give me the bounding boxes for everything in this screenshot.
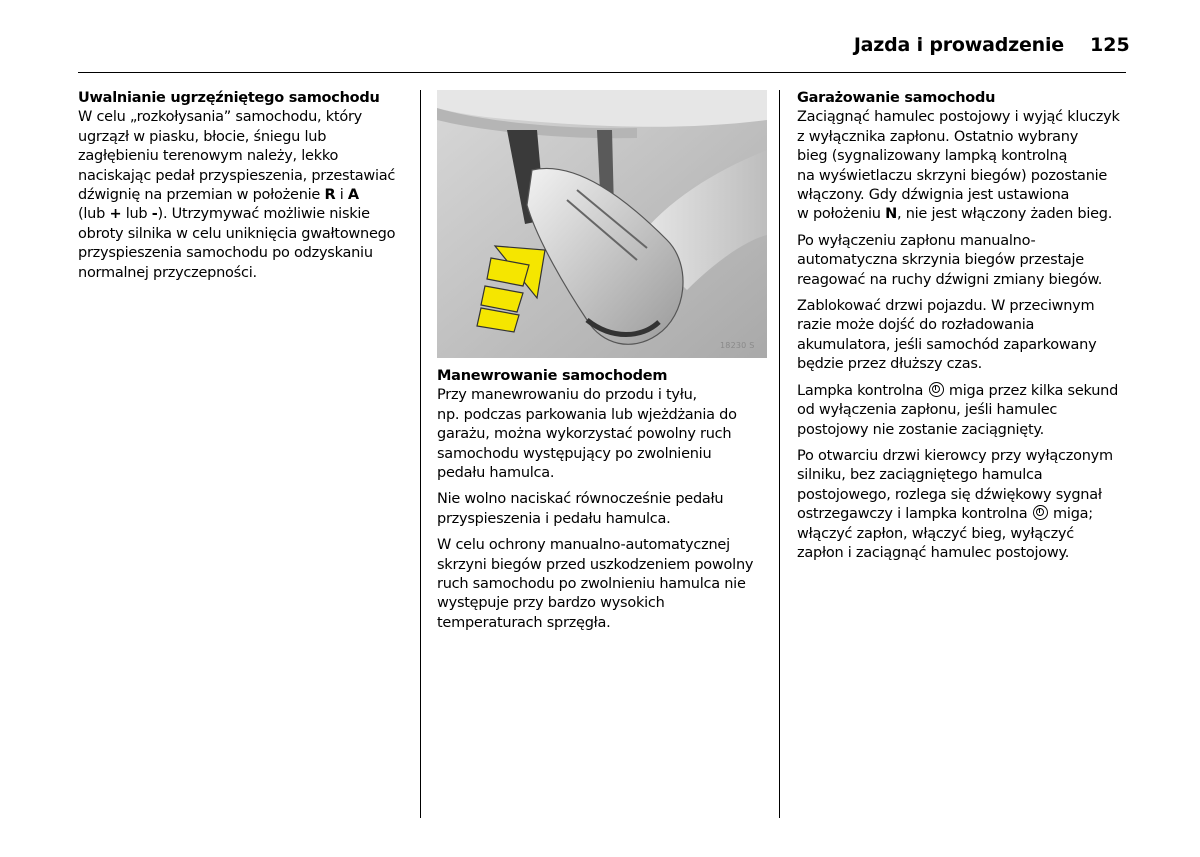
text-fragment: ). Utrzymywać możliwie niskie <box>157 206 370 223</box>
text-line: akumulatora, jeśli samochód zaparkowany <box>797 336 1097 353</box>
text-line: skrzyni biegów przed uszkodzeniem powolny <box>437 556 754 573</box>
text-line: garażu, można wykorzystać powolny ruch <box>437 426 732 443</box>
text-line: zapłon i zaciągnąć hamulec postojowy. <box>797 544 1070 561</box>
text-line <box>797 505 1137 524</box>
figure-code: 18230 S <box>720 341 755 350</box>
text-line: Zaciągnąć hamulec postojowy i wyjąć kluczyk <box>797 109 1120 126</box>
text-line: Przy manewrowaniu do przodu i tyłu, <box>437 387 697 404</box>
text-line <box>78 186 408 205</box>
paragraph <box>437 490 772 529</box>
text-line: temperaturach sprzęgła. <box>437 614 611 631</box>
pedal-illustration <box>437 90 767 358</box>
gear-minus: - <box>151 206 158 223</box>
text-line: przyspieszenia samochodu po odzyskaniu <box>78 245 373 262</box>
text-fragment: i <box>335 187 348 204</box>
text-line: z wyłącznika zapłonu. Ostatnio wybrany <box>797 128 1079 145</box>
text-fragment: miga; <box>1048 506 1093 523</box>
pedal-illustration-svg <box>437 90 767 358</box>
section-heading-parking: Garażowanie samochodu <box>797 90 996 106</box>
text-line: postojowy nie zostanie zaciągnięty. <box>797 421 1045 438</box>
paragraph <box>797 108 1137 224</box>
text-fragment: , nie jest włączony żaden bieg. <box>896 206 1113 223</box>
text-fragment: dźwignię na przemian w położenie <box>78 187 325 204</box>
text-line: razie może dojść do rozładowania <box>797 317 1035 334</box>
text-line: pedału hamulca. <box>437 465 555 482</box>
text-line: np. podczas parkowania lub wjeżdżania do <box>437 406 737 423</box>
text-line: naciskając pedał przyspieszenia, przestawiać <box>78 167 396 184</box>
text-line: występuje przy bardzo wysokich <box>437 595 665 612</box>
gear-n: N <box>885 206 897 223</box>
paragraph <box>437 386 772 483</box>
text-line: silniku, bez zaciągniętego hamulca <box>797 467 1043 484</box>
text-line: ugrzązł w piasku, błocie, śniegu lub <box>78 128 327 145</box>
text-line <box>797 205 1137 224</box>
paragraph <box>437 536 772 633</box>
text-line: Po wyłączeniu zapłonu manualno- <box>797 232 1036 249</box>
paragraph <box>797 297 1137 375</box>
text-line: bieg (sygnalizowany lampką kontrolną <box>797 148 1068 165</box>
text-line: przyspieszenia i pedału hamulca. <box>437 510 671 527</box>
text-line <box>797 382 1137 401</box>
header-title: Jazda i prowadzenie <box>853 34 1064 56</box>
brake-warning-lamp-icon <box>929 382 944 397</box>
text-fragment: w położeniu <box>797 206 886 223</box>
header-rule <box>78 72 1126 73</box>
text-fragment: ostrzegawczy i lampka kontrolna <box>797 506 1032 523</box>
column-1 <box>78 89 408 283</box>
text-line: W celu „rozkołysania” samochodu, który <box>78 109 362 126</box>
text-line: na wyświetlaczu skrzyni biegów) pozostanie <box>797 167 1108 184</box>
paragraph <box>797 232 1137 290</box>
column-divider-right <box>779 90 780 818</box>
text-line: postojowego, rozlega się dźwiękowy sygnał <box>797 486 1102 503</box>
gear-plus: + <box>109 206 122 223</box>
paragraph <box>797 447 1137 563</box>
text-fragment: (lub <box>78 206 110 223</box>
gear-a: A <box>347 187 359 204</box>
text-line: Po otwarciu drzwi kierowcy przy wyłączonym <box>797 447 1113 464</box>
text-line: zagłębieniu terenowym należy, lekko <box>78 148 339 165</box>
section-heading-maneuvering: Manewrowanie samochodem <box>437 368 668 384</box>
text-line: samochodu występujący po zwolnieniu <box>437 445 712 462</box>
text-line: reagować na ruchy dźwigni zmiany biegów. <box>797 271 1103 288</box>
text-line: Nie wolno naciskać równocześnie pedału <box>437 491 724 508</box>
gear-r: R <box>324 187 336 204</box>
page-number: 125 <box>1090 34 1130 56</box>
text-fragment: Lampka kontrolna <box>797 382 928 399</box>
text-fragment: miga przez kilka sekund <box>944 382 1119 399</box>
text-line: W celu ochrony manualno-automatycznej <box>437 537 730 554</box>
text-line: będzie przez dłuższy czas. <box>797 356 983 373</box>
text-line: normalnej przyczepności. <box>78 264 257 281</box>
section-heading-unstuck: Uwalnianie ugrzęźniętego samochodu <box>78 90 380 106</box>
paragraph <box>797 382 1137 440</box>
text-line: obroty silnika w celu uniknięcia gwałtownego <box>78 225 396 242</box>
text-line: włączyć zapłon, włączyć bieg, wyłączyć <box>797 525 1074 542</box>
brake-warning-lamp-icon <box>1033 505 1048 520</box>
text-line: od wyłączenia zapłonu, jeśli hamulec <box>797 402 1058 419</box>
text-line: włączony. Gdy dźwignia jest ustawiona <box>797 187 1070 204</box>
text-line: Zablokować drzwi pojazdu. W przeciwnym <box>797 298 1095 315</box>
column-2 <box>437 367 772 640</box>
text-line: automatyczna skrzynia biegów przestaje <box>797 252 1084 269</box>
column-divider-left <box>420 90 421 818</box>
column-3 <box>797 89 1137 570</box>
text-line: ruch samochodu po zwolnieniu hamulca nie <box>437 576 746 593</box>
text-fragment: lub <box>121 206 152 223</box>
text-line <box>78 205 408 224</box>
